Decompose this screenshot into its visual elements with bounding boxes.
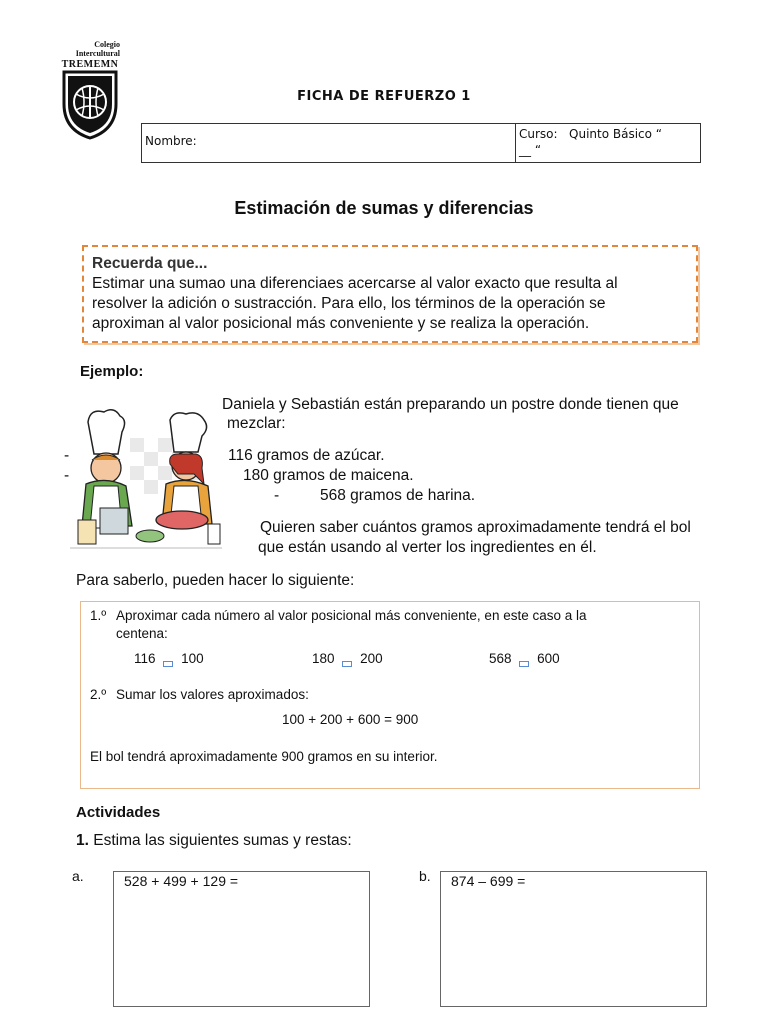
remember-line-3: aproximan al valor posicional más conveniente y se realiza la operación.	[92, 315, 590, 332]
student-info-box	[141, 123, 701, 163]
sheet-title: FICHA DE REFUERZO 1	[297, 89, 471, 104]
logo-line-1: Colegio	[94, 40, 120, 49]
item-b-expression: 874 – 699 =	[451, 873, 526, 889]
example-label: Ejemplo:	[80, 363, 144, 380]
step-1-text-line-1: Aproximar cada número al valor posicional más conveniente, en este caso a la	[116, 608, 587, 623]
course-blank: __ “	[519, 143, 542, 157]
approx-item-2	[312, 651, 383, 667]
item-a-letter: a.	[72, 868, 84, 884]
logo-line-2: Intercultural	[75, 49, 120, 58]
example-intro-line-1: Daniela y Sebastián están preparando un postre donde tienen que	[222, 396, 679, 413]
name-field[interactable]	[142, 124, 515, 162]
approx-from-1: 116	[134, 651, 156, 666]
approx-item-3	[489, 651, 560, 667]
procedure-lead: Para saberlo, pueden hacer lo siguiente:	[76, 572, 355, 589]
main-title: Estimación de sumas y diferencias	[234, 198, 534, 218]
question-1	[76, 832, 352, 850]
ingredient-3: 568 gramos de harina.	[320, 487, 476, 504]
approx-to-1: 100	[181, 651, 204, 666]
ingredient-dash-2: -	[64, 467, 70, 484]
approx-to-3: 600	[537, 651, 560, 666]
procedure-conclusion: El bol tendrá aproximadamente 900 gramos en su interior.	[90, 749, 438, 764]
activities-heading: Actividades	[76, 804, 161, 821]
name-label: Nombre:	[145, 134, 197, 148]
step-1-text-line-2: centena:	[116, 626, 168, 641]
step-2-text: Sumar los valores aproximados:	[116, 687, 309, 702]
approx-sum: 100 + 200 + 600 = 900	[282, 712, 419, 727]
approx-arrow-icon	[163, 661, 173, 667]
step-2-number: 2.º	[90, 687, 107, 702]
answer-box-b[interactable]	[440, 871, 707, 1007]
remember-box	[82, 245, 698, 343]
course-label: Curso:	[519, 127, 558, 141]
ingredient-dash-1: -	[64, 447, 70, 464]
example-intro-line-2: mezclar:	[227, 415, 286, 432]
remember-heading: Recuerda que...	[92, 255, 208, 272]
answer-box-a[interactable]	[113, 871, 370, 1007]
approx-arrow-icon	[342, 661, 352, 667]
shield-emblem-icon	[60, 70, 120, 140]
item-b-letter: b.	[419, 868, 431, 884]
logo-name: TREMEMN	[61, 59, 119, 70]
remember-line-2: resolver la adición o sustracción. Para ello, los términos de la operación se	[92, 295, 606, 312]
ingredient-1: 116 gramos de azúcar.	[228, 447, 385, 464]
chefs-illustration	[70, 408, 222, 556]
item-a-expression: 528 + 499 + 129 =	[124, 873, 239, 889]
approx-from-2: 180	[312, 651, 335, 666]
question-1-text: Estima las siguientes sumas y restas:	[93, 832, 352, 849]
remember-line-1: Estimar una sumao una diferenciaes acercarse al valor exacto que resulta al	[92, 275, 618, 292]
ingredient-dash-3: -	[274, 487, 280, 504]
procedure-box	[80, 601, 700, 789]
course-field[interactable]	[515, 124, 700, 162]
approx-to-2: 200	[360, 651, 383, 666]
example-question-line-1: Quieren saber cuántos gramos aproximadamente tendrá el bol	[260, 519, 691, 536]
step-1-number: 1.º	[90, 608, 107, 623]
course-value: Quinto Básico “	[569, 127, 663, 141]
approx-item-1	[134, 651, 204, 667]
ingredient-2: 180 gramos de maicena.	[243, 467, 414, 484]
example-question-line-2: que están usando al verter los ingredientes en él.	[258, 539, 597, 556]
question-1-number: 1.	[76, 832, 89, 849]
approx-from-3: 568	[489, 651, 512, 666]
approx-arrow-icon	[519, 661, 529, 667]
